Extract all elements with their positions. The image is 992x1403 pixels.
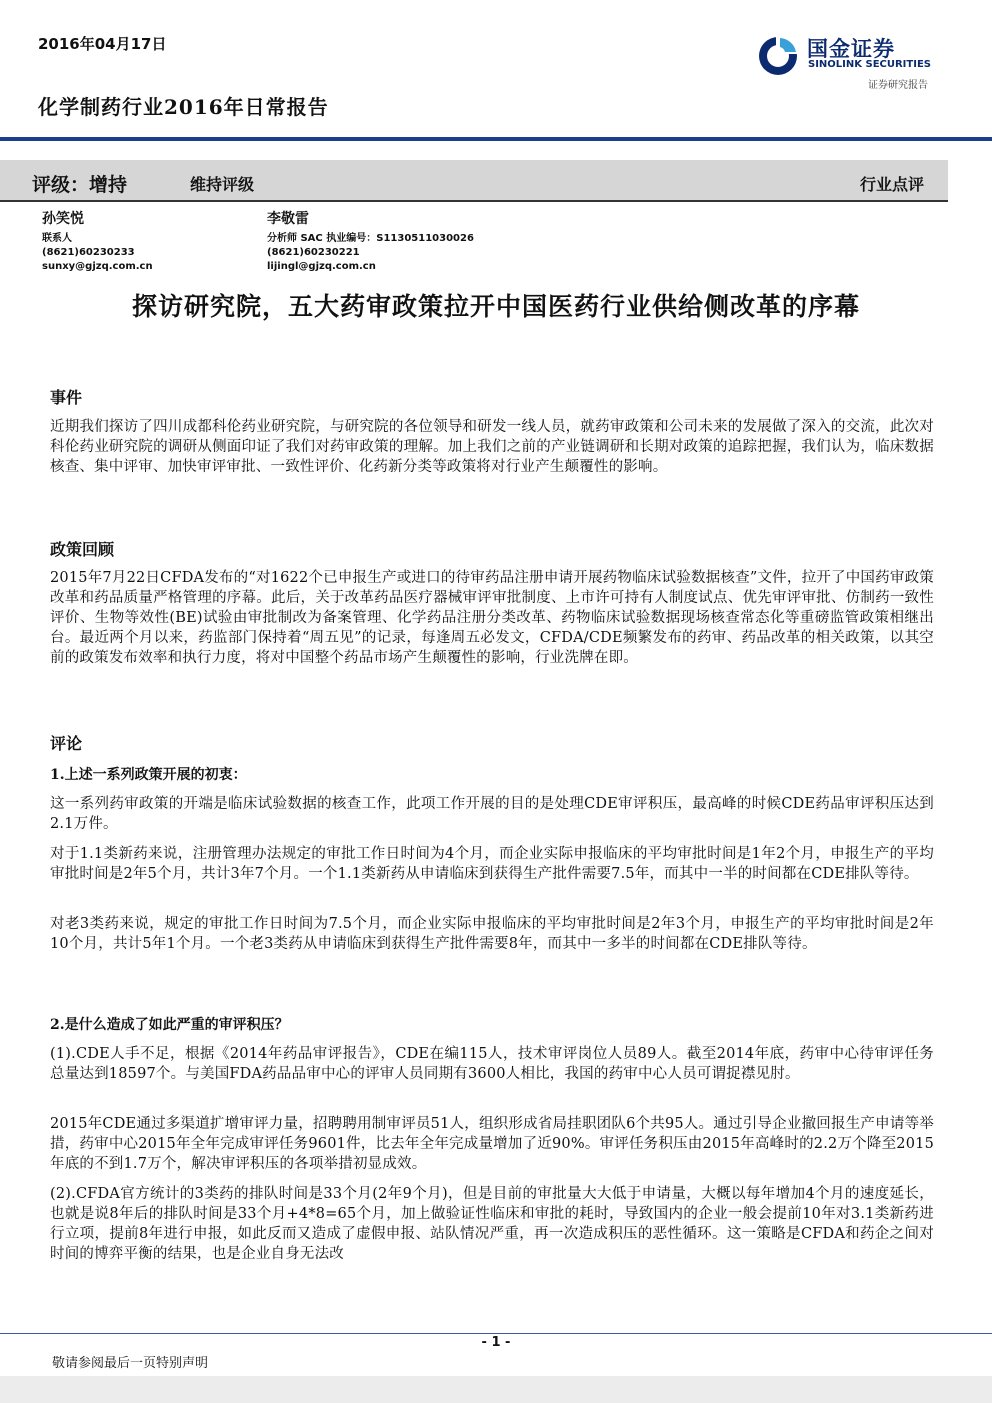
disclaimer-note: 敬请参阅最后一页特别声明 bbox=[52, 1356, 209, 1371]
comment-paragraph: (1).CDE人手不足，根据《2014年药品审评报告》，CDE在编115人，技术审评岗位人员89人。截至2014年底，药审中心待审评任务总量达到18597个。与美国FDA药品品审中心的评审人员同期有3600人相比，我国的药审中心人员可谓捉襟见肘。 bbox=[50, 1046, 934, 1082]
analyst-phone: (8621)60230233 bbox=[42, 247, 135, 258]
comment-paragraph: 对于1.1类新药来说，注册管理办法规定的审批工作日时间为4个月，而企业实际申报临床的平均审批时间是1年2个月，申报生产的平均审批时间是2年5个月，共计3年7个月。一个1.1类新药从申请临床到获得生产批件需要7.5年，而其中一半的时间都在CDE排队等待。 bbox=[50, 846, 934, 882]
rating-label: 评级：增持 bbox=[32, 174, 128, 196]
sinolink-logo-icon bbox=[756, 32, 806, 82]
logo-text-en: SINOLINK SECURITIES bbox=[808, 59, 931, 70]
logo-subtitle: 证券研究报告 bbox=[868, 80, 928, 91]
comment-paragraph: 这一系列药审政策的开端是临床试验数据的核查工作，此项工作开展的目的是处理CDE审评积压，最高峰的时候CDE药品审评积压达到2.1万件。 bbox=[50, 796, 934, 832]
section-title-policy: 政策回顾 bbox=[50, 540, 115, 559]
comment-paragraph: 对老3类药来说，规定的审批工作日时间为7.5个月，而企业实际申报临床的平均审批时间是2年3个月，申报生产的平均审批时间是2年10个月，共计5年1个月。一个老3类药从申请临床到获得生产批件需要8年，而其中一多半的时间都在CDE排队等待。 bbox=[50, 916, 934, 952]
analyst-email[interactable]: lijingl@gjzq.com.cn bbox=[267, 261, 376, 272]
analyst-email[interactable]: sunxy@gjzq.com.cn bbox=[42, 261, 153, 272]
analyst-name: 李敬雷 bbox=[267, 211, 309, 227]
section-title-comment: 评论 bbox=[50, 734, 83, 753]
analyst-card bbox=[42, 210, 153, 274]
report-name: 化学制药行业2016年日常报告 bbox=[38, 95, 329, 119]
subheading-purpose: 1.上述一系列政策开展的初衷： bbox=[50, 767, 247, 783]
report-date: 2016年04月17日 bbox=[38, 35, 167, 53]
analyst-role: 分析师 SAC 执业编号：S1130511030026 bbox=[267, 233, 474, 244]
analyst-card bbox=[267, 210, 474, 274]
logo-text-cn: 国金证券 bbox=[807, 37, 895, 61]
comment-paragraph: (2).CFDA官方统计的3类药的排队时间是33个月(2年9个月)，但是目前的审批量大大低于申请量，大概以每年增加4个月的速度延长，也就是说8年后的排队时间是33个月+4*8=65个月，加上做验证性临床和审批的耗时，导致国内的企业一般会提前10年对3.1类新药进行立项，提前8年进行申报，如此反而又造成了虚假申报、站队情况严重，再一次造成积压的恶性循环。这一策略是CFDA和药企之间对时间的博弈平衡的结果，也是企业自身无法改 bbox=[50, 1186, 934, 1262]
rating-maintain-label: 维持评级 bbox=[190, 175, 255, 194]
rating-bar bbox=[0, 160, 948, 202]
subheading-backlog-cause: 2.是什么造成了如此严重的审评积压？ bbox=[50, 1017, 289, 1033]
analyst-role: 联系人 bbox=[42, 233, 72, 244]
analyst-phone: (8621)60230221 bbox=[267, 247, 360, 258]
footer-divider bbox=[0, 1333, 992, 1334]
page-number: - 1 - bbox=[481, 1335, 511, 1350]
report-headline: 探访研究院，五大药审政策拉开中国医药行业供给侧改革的序幕 bbox=[131, 292, 860, 321]
header-divider bbox=[0, 137, 992, 141]
policy-paragraph: 2015年7月22日CFDA发布的“对1622个已申报生产或进口的待审药品注册申请开展药物临床试验数据核查”文件，拉开了中国药审政策改革和药品质量严格管理的序幕。此后，关于改革药品医疗器械审评审批制度、上市许可持有人制度试点、优先审评审批、仿制药一致性评价、生物等效性(BE)试验由审批制改为备案管理、化学药品注册分类改革、药物临床试验数据现场核查常态化等重磅监管政策相继出台。最近两个月以来，药监部门保持着“周五见”的记录，每逢周五必发文，CFDA/CDE频繁发布的药审、药品改革的相关政策，以其空前的政策发布效率和执行力度，将对中国整个药品市场产生颠覆性的影响，行业洗牌在即。 bbox=[50, 570, 934, 666]
report-category-label: 行业点评 bbox=[860, 175, 925, 194]
analyst-name: 孙笑悦 bbox=[42, 211, 84, 227]
footer-band bbox=[0, 1376, 992, 1403]
section-title-event: 事件 bbox=[50, 388, 83, 407]
event-paragraph: 近期我们探访了四川成都科伦药业研究院，与研究院的各位领导和研发一线人员，就药审政策和公司未来的发展做了深入的交流，此次对科伦药业研究院的调研从侧面印证了我们对药审政策的理解。加上我们之前的产业链调研和长期对政策的追踪把握，我们认为，临床数据核查、集中评审、加快审评审批、一致性评价、化药新分类等政策将对行业产生颠覆性的影响。 bbox=[50, 419, 934, 475]
comment-paragraph: 2015年CDE通过多渠道扩增审评力量，招聘聘用制审评员51人，组织形成省局挂职团队6个共95人。通过引导企业撤回报生产申请等举措，药审中心2015年全年完成审评任务9601件，比去年全年完成量增加了近90%。审评任务积压由2015年高峰时的2.2万个降至2015年底的不到1.7万个，解决审评积压的各项举措初显成效。 bbox=[50, 1116, 934, 1172]
